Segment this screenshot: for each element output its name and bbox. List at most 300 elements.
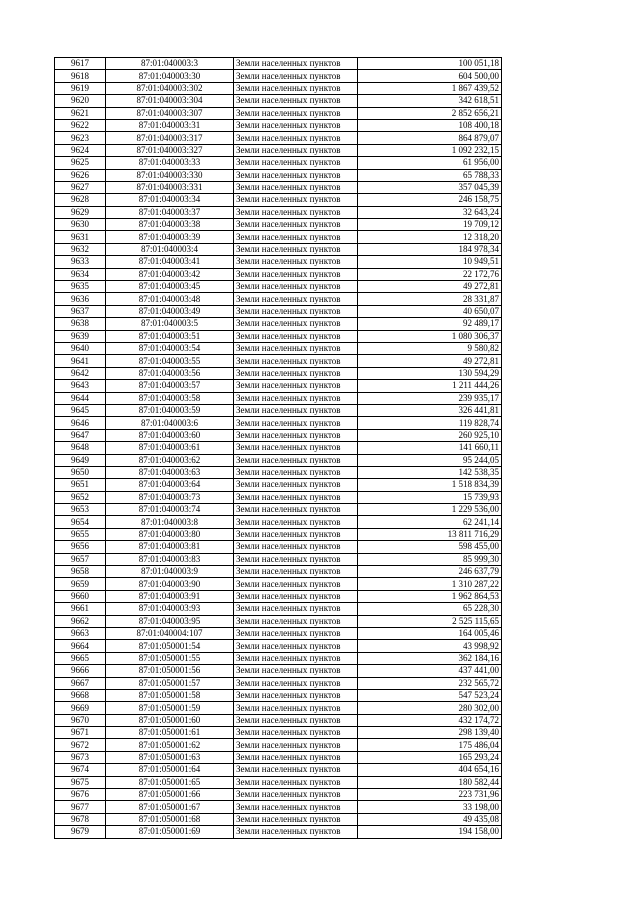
cadastral-number-cell: 87:01:040003:81 <box>106 541 234 553</box>
table-row <box>55 764 502 776</box>
table-row <box>55 281 502 293</box>
cadastral-value-cell: 1 867 439,52 <box>358 82 502 94</box>
cadastral-value-cell: 246 637,79 <box>358 566 502 578</box>
cadastral-value-cell: 184 978,34 <box>358 243 502 255</box>
table-row <box>55 615 502 627</box>
row-number-cell: 9651 <box>55 479 106 491</box>
row-number-cell: 9660 <box>55 590 106 602</box>
table-row <box>55 603 502 615</box>
row-number-cell: 9676 <box>55 789 106 801</box>
table-row <box>55 342 502 354</box>
table-row <box>55 466 502 478</box>
land-category-cell: Земли населенных пунктов <box>234 801 358 813</box>
land-category-cell: Земли населенных пунктов <box>234 566 358 578</box>
cadastral-value-cell: 864 879,07 <box>358 132 502 144</box>
row-number-cell: 9667 <box>55 677 106 689</box>
row-number-cell: 9645 <box>55 404 106 416</box>
cadastral-number-cell: 87:01:040003:4 <box>106 243 234 255</box>
row-number-cell: 9620 <box>55 95 106 107</box>
row-number-cell: 9652 <box>55 491 106 503</box>
cadastral-value-cell: 1 310 287,22 <box>358 578 502 590</box>
row-number-cell: 9644 <box>55 392 106 404</box>
row-number-cell: 9624 <box>55 144 106 156</box>
land-category-cell: Земли населенных пунктов <box>234 318 358 330</box>
land-category-cell: Земли населенных пунктов <box>234 243 358 255</box>
land-category-cell: Земли населенных пунктов <box>234 95 358 107</box>
cadastral-number-cell: 87:01:050001:54 <box>106 640 234 652</box>
land-category-cell: Земли населенных пунктов <box>234 491 358 503</box>
row-number-cell: 9648 <box>55 442 106 454</box>
cadastral-number-cell: 87:01:040003:8 <box>106 516 234 528</box>
cadastral-number-cell: 87:01:050001:58 <box>106 689 234 701</box>
cadastral-number-cell: 87:01:040003:42 <box>106 268 234 280</box>
cadastral-value-cell: 1 962 864,53 <box>358 590 502 602</box>
cadastral-value-cell: 175 486,04 <box>358 739 502 751</box>
land-category-cell: Земли населенных пунктов <box>234 119 358 131</box>
cadastral-value-cell: 92 489,17 <box>358 318 502 330</box>
land-category-cell: Земли населенных пунктов <box>234 702 358 714</box>
cadastral-number-cell: 87:01:050001:67 <box>106 801 234 813</box>
cadastral-value-cell: 1 518 834,39 <box>358 479 502 491</box>
table-row <box>55 157 502 169</box>
land-category-cell: Земли населенных пунктов <box>234 281 358 293</box>
cadastral-number-cell: 87:01:040003:73 <box>106 491 234 503</box>
table-row <box>55 268 502 280</box>
table-row <box>55 751 502 763</box>
land-category-cell: Земли населенных пунктов <box>234 789 358 801</box>
row-number-cell: 9635 <box>55 281 106 293</box>
cadastral-value-cell: 49 272,81 <box>358 355 502 367</box>
cadastral-number-cell: 87:01:040003:74 <box>106 504 234 516</box>
land-category-cell: Земли населенных пунктов <box>234 355 358 367</box>
row-number-cell: 9659 <box>55 578 106 590</box>
cadastral-value-cell: 239 935,17 <box>358 392 502 404</box>
table-row <box>55 181 502 193</box>
cadastral-value-cell: 130 594,29 <box>358 367 502 379</box>
row-number-cell: 9666 <box>55 665 106 677</box>
row-number-cell: 9633 <box>55 256 106 268</box>
land-category-cell: Земли населенных пунктов <box>234 305 358 317</box>
table-row <box>55 541 502 553</box>
cadastral-number-cell: 87:01:040003:307 <box>106 107 234 119</box>
land-category-cell: Земли населенных пунктов <box>234 82 358 94</box>
cadastral-number-cell: 87:01:040003:56 <box>106 367 234 379</box>
row-number-cell: 9671 <box>55 727 106 739</box>
cadastral-number-cell: 87:01:040003:5 <box>106 318 234 330</box>
land-category-cell: Земли населенных пунктов <box>234 206 358 218</box>
table-row <box>55 243 502 255</box>
cadastral-value-cell: 1 080 306,37 <box>358 330 502 342</box>
cadastral-value-cell: 1 211 444,26 <box>358 380 502 392</box>
table-row <box>55 392 502 404</box>
land-category-cell: Земли населенных пунктов <box>234 256 358 268</box>
land-category-cell: Земли населенных пунктов <box>234 665 358 677</box>
cadastral-value-cell: 40 650,07 <box>358 305 502 317</box>
cadastral-number-cell: 87:01:040003:330 <box>106 169 234 181</box>
table-row <box>55 801 502 813</box>
land-category-cell: Земли населенных пунктов <box>234 826 358 838</box>
table-row <box>55 256 502 268</box>
table-row <box>55 627 502 639</box>
row-number-cell: 9643 <box>55 380 106 392</box>
cadastral-value-cell: 85 999,30 <box>358 553 502 565</box>
cadastral-number-cell: 87:01:040004:107 <box>106 627 234 639</box>
cadastral-value-cell: 100 051,18 <box>358 58 502 70</box>
table-row <box>55 528 502 540</box>
land-category-cell: Земли населенных пунктов <box>234 268 358 280</box>
cadastral-number-cell: 87:01:040003:59 <box>106 404 234 416</box>
land-category-cell: Земли населенных пунктов <box>234 194 358 206</box>
land-category-cell: Земли населенных пунктов <box>234 615 358 627</box>
cadastral-number-cell: 87:01:040003:61 <box>106 442 234 454</box>
cadastral-value-cell: 32 643,24 <box>358 206 502 218</box>
land-category-cell: Земли населенных пунктов <box>234 479 358 491</box>
cadastral-number-cell: 87:01:050001:64 <box>106 764 234 776</box>
cadastral-value-cell: 19 709,12 <box>358 219 502 231</box>
cadastral-value-cell: 357 045,39 <box>358 181 502 193</box>
table-body <box>55 58 502 839</box>
table-row <box>55 429 502 441</box>
table-row <box>55 417 502 429</box>
table-row <box>55 442 502 454</box>
land-category-cell: Земли населенных пунктов <box>234 330 358 342</box>
land-category-cell: Земли населенных пунктов <box>234 107 358 119</box>
row-number-cell: 9675 <box>55 776 106 788</box>
cadastral-number-cell: 87:01:040003:63 <box>106 466 234 478</box>
cadastral-value-cell: 65 788,33 <box>358 169 502 181</box>
cadastral-number-cell: 87:01:040003:90 <box>106 578 234 590</box>
land-category-cell: Земли населенных пунктов <box>234 541 358 553</box>
row-number-cell: 9677 <box>55 801 106 813</box>
cadastral-value-cell: 2 852 656,21 <box>358 107 502 119</box>
cadastral-number-cell: 87:01:040003:39 <box>106 231 234 243</box>
row-number-cell: 9640 <box>55 342 106 354</box>
cadastral-number-cell: 87:01:040003:9 <box>106 566 234 578</box>
row-number-cell: 9673 <box>55 751 106 763</box>
table-row <box>55 119 502 131</box>
cadastral-value-cell: 108 400,18 <box>358 119 502 131</box>
land-category-cell: Земли населенных пунктов <box>234 516 358 528</box>
cadastral-number-cell: 87:01:050001:65 <box>106 776 234 788</box>
row-number-cell: 9623 <box>55 132 106 144</box>
table-row <box>55 380 502 392</box>
row-number-cell: 9632 <box>55 243 106 255</box>
cadastral-value-cell: 232 565,72 <box>358 677 502 689</box>
table-row <box>55 58 502 70</box>
table-row <box>55 305 502 317</box>
cadastral-value-cell: 95 244,05 <box>358 454 502 466</box>
land-category-cell: Земли населенных пунктов <box>234 813 358 825</box>
land-category-cell: Земли населенных пунктов <box>234 219 358 231</box>
table-row <box>55 95 502 107</box>
land-category-cell: Земли населенных пунктов <box>234 603 358 615</box>
land-category-cell: Земли населенных пунктов <box>234 727 358 739</box>
cadastral-number-cell: 87:01:040003:64 <box>106 479 234 491</box>
cadastral-value-cell: 164 005,46 <box>358 627 502 639</box>
cadastral-value-cell: 141 660,11 <box>358 442 502 454</box>
table-row <box>55 169 502 181</box>
land-category-cell: Земли населенных пунктов <box>234 157 358 169</box>
cadastral-value-cell: 12 318,20 <box>358 231 502 243</box>
table-row <box>55 590 502 602</box>
table-row <box>55 566 502 578</box>
cadastral-number-cell: 87:01:050001:61 <box>106 727 234 739</box>
land-category-cell: Земли населенных пунктов <box>234 293 358 305</box>
cadastral-value-cell: 61 956,00 <box>358 157 502 169</box>
cadastral-number-cell: 87:01:050001:68 <box>106 813 234 825</box>
table-row <box>55 652 502 664</box>
row-number-cell: 9617 <box>55 58 106 70</box>
row-number-cell: 9638 <box>55 318 106 330</box>
cadastral-value-cell: 280 302,00 <box>358 702 502 714</box>
cadastral-value-cell: 547 523,24 <box>358 689 502 701</box>
table-row <box>55 491 502 503</box>
row-number-cell: 9678 <box>55 813 106 825</box>
row-number-cell: 9646 <box>55 417 106 429</box>
cadastral-number-cell: 87:01:040003:3 <box>106 58 234 70</box>
cadastral-number-cell: 87:01:040003:51 <box>106 330 234 342</box>
land-category-cell: Земли населенных пунктов <box>234 504 358 516</box>
land-category-cell: Земли населенных пунктов <box>234 640 358 652</box>
cadastral-value-table <box>54 57 502 839</box>
cadastral-number-cell: 87:01:040003:95 <box>106 615 234 627</box>
cadastral-value-cell: 1 229 536,00 <box>358 504 502 516</box>
land-category-cell: Земли населенных пунктов <box>234 70 358 82</box>
table-row <box>55 516 502 528</box>
cadastral-number-cell: 87:01:050001:62 <box>106 739 234 751</box>
cadastral-number-cell: 87:01:040003:30 <box>106 70 234 82</box>
cadastral-value-cell: 604 500,00 <box>358 70 502 82</box>
land-category-cell: Земли населенных пунктов <box>234 627 358 639</box>
cadastral-number-cell: 87:01:040003:304 <box>106 95 234 107</box>
land-category-cell: Земли населенных пунктов <box>234 132 358 144</box>
table-row <box>55 206 502 218</box>
land-category-cell: Земли населенных пунктов <box>234 652 358 664</box>
table-row <box>55 739 502 751</box>
cadastral-value-cell: 298 139,40 <box>358 727 502 739</box>
table-row <box>55 553 502 565</box>
land-category-cell: Земли населенных пунктов <box>234 528 358 540</box>
row-number-cell: 9630 <box>55 219 106 231</box>
table-row <box>55 677 502 689</box>
cadastral-value-cell: 246 158,75 <box>358 194 502 206</box>
table-row <box>55 689 502 701</box>
cadastral-number-cell: 87:01:040003:62 <box>106 454 234 466</box>
cadastral-value-cell: 1 092 232,15 <box>358 144 502 156</box>
cadastral-value-cell: 10 949,51 <box>358 256 502 268</box>
land-category-cell: Земли населенных пунктов <box>234 764 358 776</box>
land-category-cell: Земли населенных пунктов <box>234 454 358 466</box>
cadastral-number-cell: 87:01:040003:93 <box>106 603 234 615</box>
cadastral-value-cell: 62 241,14 <box>358 516 502 528</box>
cadastral-number-cell: 87:01:050001:63 <box>106 751 234 763</box>
cadastral-value-cell: 194 158,00 <box>358 826 502 838</box>
cadastral-value-cell: 49 435,08 <box>358 813 502 825</box>
table-row <box>55 727 502 739</box>
table-row <box>55 293 502 305</box>
land-category-cell: Земли населенных пунктов <box>234 739 358 751</box>
land-category-cell: Земли населенных пунктов <box>234 689 358 701</box>
cadastral-number-cell: 87:01:040003:83 <box>106 553 234 565</box>
land-category-cell: Земли населенных пунктов <box>234 392 358 404</box>
cadastral-number-cell: 87:01:040003:57 <box>106 380 234 392</box>
cadastral-value-cell: 432 174,72 <box>358 714 502 726</box>
row-number-cell: 9647 <box>55 429 106 441</box>
cadastral-value-cell: 404 654,16 <box>358 764 502 776</box>
cadastral-value-cell: 326 441,81 <box>358 404 502 416</box>
land-category-cell: Земли населенных пунктов <box>234 342 358 354</box>
land-category-cell: Земли населенных пунктов <box>234 169 358 181</box>
cadastral-number-cell: 87:01:050001:66 <box>106 789 234 801</box>
table-row <box>55 789 502 801</box>
cadastral-number-cell: 87:01:040003:31 <box>106 119 234 131</box>
row-number-cell: 9663 <box>55 627 106 639</box>
table-row <box>55 665 502 677</box>
row-number-cell: 9631 <box>55 231 106 243</box>
cadastral-number-cell: 87:01:050001:60 <box>106 714 234 726</box>
cadastral-value-cell: 437 441,00 <box>358 665 502 677</box>
table-row <box>55 702 502 714</box>
table-row <box>55 107 502 119</box>
cadastral-value-cell: 49 272,81 <box>358 281 502 293</box>
land-category-cell: Земли населенных пунктов <box>234 776 358 788</box>
table-row <box>55 776 502 788</box>
table-row <box>55 813 502 825</box>
cadastral-value-cell: 223 731,96 <box>358 789 502 801</box>
row-number-cell: 9642 <box>55 367 106 379</box>
cadastral-number-cell: 87:01:040003:49 <box>106 305 234 317</box>
table-row <box>55 318 502 330</box>
row-number-cell: 9629 <box>55 206 106 218</box>
table-row <box>55 578 502 590</box>
land-category-cell: Земли населенных пунктов <box>234 417 358 429</box>
row-number-cell: 9625 <box>55 157 106 169</box>
row-number-cell: 9641 <box>55 355 106 367</box>
table-row <box>55 479 502 491</box>
table-row <box>55 132 502 144</box>
cadastral-number-cell: 87:01:040003:45 <box>106 281 234 293</box>
land-category-cell: Земли населенных пунктов <box>234 442 358 454</box>
cadastral-number-cell: 87:01:050001:57 <box>106 677 234 689</box>
cadastral-number-cell: 87:01:040003:38 <box>106 219 234 231</box>
table-row <box>55 454 502 466</box>
table-row <box>55 194 502 206</box>
land-category-cell: Земли населенных пунктов <box>234 466 358 478</box>
cadastral-number-cell: 87:01:040003:54 <box>106 342 234 354</box>
row-number-cell: 9654 <box>55 516 106 528</box>
row-number-cell: 9618 <box>55 70 106 82</box>
row-number-cell: 9636 <box>55 293 106 305</box>
row-number-cell: 9653 <box>55 504 106 516</box>
row-number-cell: 9668 <box>55 689 106 701</box>
cadastral-value-cell: 165 293,24 <box>358 751 502 763</box>
cadastral-number-cell: 87:01:050001:69 <box>106 826 234 838</box>
cadastral-number-cell: 87:01:040003:33 <box>106 157 234 169</box>
row-number-cell: 9661 <box>55 603 106 615</box>
table-row <box>55 70 502 82</box>
cadastral-number-cell: 87:01:040003:55 <box>106 355 234 367</box>
row-number-cell: 9657 <box>55 553 106 565</box>
row-number-cell: 9656 <box>55 541 106 553</box>
cadastral-number-cell: 87:01:040003:58 <box>106 392 234 404</box>
cadastral-value-cell: 142 538,35 <box>358 466 502 478</box>
cadastral-number-cell: 87:01:040003:34 <box>106 194 234 206</box>
land-category-cell: Земли населенных пунктов <box>234 404 358 416</box>
cadastral-value-cell: 33 198,00 <box>358 801 502 813</box>
table-row <box>55 82 502 94</box>
land-category-cell: Земли населенных пунктов <box>234 380 358 392</box>
cadastral-value-cell: 119 828,74 <box>358 417 502 429</box>
land-category-cell: Земли населенных пунктов <box>234 751 358 763</box>
row-number-cell: 9658 <box>55 566 106 578</box>
row-number-cell: 9669 <box>55 702 106 714</box>
cadastral-number-cell: 87:01:050001:55 <box>106 652 234 664</box>
row-number-cell: 9627 <box>55 181 106 193</box>
table-row <box>55 826 502 838</box>
cadastral-number-cell: 87:01:050001:56 <box>106 665 234 677</box>
row-number-cell: 9622 <box>55 119 106 131</box>
row-number-cell: 9639 <box>55 330 106 342</box>
cadastral-value-cell: 180 582,44 <box>358 776 502 788</box>
cadastral-value-cell: 362 184,16 <box>358 652 502 664</box>
land-category-cell: Земли населенных пунктов <box>234 553 358 565</box>
cadastral-number-cell: 87:01:040003:48 <box>106 293 234 305</box>
row-number-cell: 9628 <box>55 194 106 206</box>
cadastral-number-cell: 87:01:040003:302 <box>106 82 234 94</box>
cadastral-value-cell: 28 331,87 <box>358 293 502 305</box>
cadastral-value-cell: 22 172,76 <box>358 268 502 280</box>
cadastral-value-cell: 342 618,51 <box>358 95 502 107</box>
cadastral-number-cell: 87:01:040003:37 <box>106 206 234 218</box>
table-row <box>55 367 502 379</box>
row-number-cell: 9665 <box>55 652 106 664</box>
cadastral-number-cell: 87:01:050001:59 <box>106 702 234 714</box>
table-row <box>55 355 502 367</box>
row-number-cell: 9637 <box>55 305 106 317</box>
row-number-cell: 9664 <box>55 640 106 652</box>
cadastral-value-cell: 9 580,82 <box>358 342 502 354</box>
land-category-cell: Земли населенных пунктов <box>234 144 358 156</box>
cadastral-value-cell: 65 228,30 <box>358 603 502 615</box>
cadastral-number-cell: 87:01:040003:317 <box>106 132 234 144</box>
table-row <box>55 504 502 516</box>
row-number-cell: 9674 <box>55 764 106 776</box>
cadastral-value-cell: 2 525 115,65 <box>358 615 502 627</box>
row-number-cell: 9670 <box>55 714 106 726</box>
land-category-cell: Земли населенных пунктов <box>234 429 358 441</box>
land-category-cell: Земли населенных пунктов <box>234 367 358 379</box>
cadastral-value-cell: 43 998,92 <box>358 640 502 652</box>
table-row <box>55 219 502 231</box>
land-category-cell: Земли населенных пунктов <box>234 181 358 193</box>
cadastral-number-cell: 87:01:040003:80 <box>106 528 234 540</box>
cadastral-value-cell: 13 811 716,29 <box>358 528 502 540</box>
row-number-cell: 9650 <box>55 466 106 478</box>
table-row <box>55 330 502 342</box>
row-number-cell: 9662 <box>55 615 106 627</box>
table-row <box>55 404 502 416</box>
cadastral-number-cell: 87:01:040003:6 <box>106 417 234 429</box>
row-number-cell: 9619 <box>55 82 106 94</box>
land-category-cell: Земли населенных пунктов <box>234 677 358 689</box>
row-number-cell: 9621 <box>55 107 106 119</box>
cadastral-value-cell: 598 455,00 <box>358 541 502 553</box>
cadastral-value-cell: 15 739,93 <box>358 491 502 503</box>
cadastral-number-cell: 87:01:040003:60 <box>106 429 234 441</box>
table-row <box>55 231 502 243</box>
row-number-cell: 9634 <box>55 268 106 280</box>
land-category-cell: Земли населенных пунктов <box>234 590 358 602</box>
